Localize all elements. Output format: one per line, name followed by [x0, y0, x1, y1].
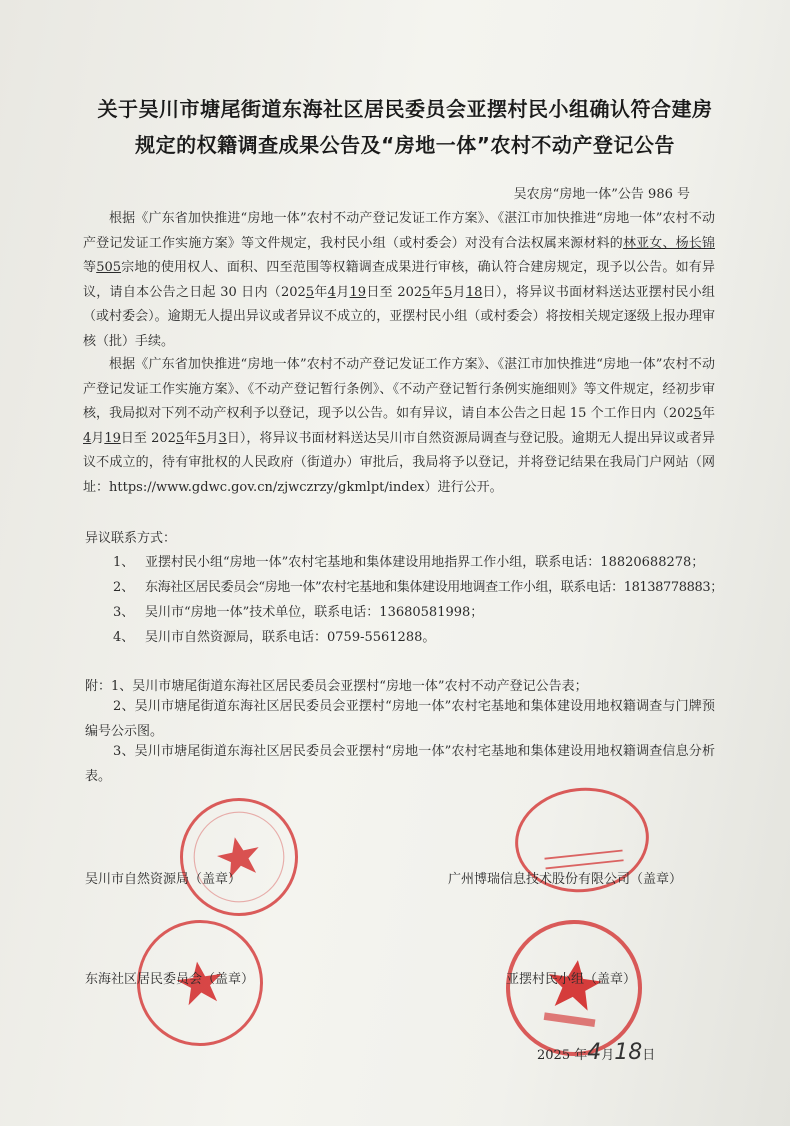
para1-day-2: 18	[465, 284, 483, 300]
date-year: 2025 年	[537, 1048, 588, 1063]
para1-count: 505	[96, 260, 122, 275]
contact-item-1-num: 1、	[113, 555, 135, 570]
para2-day-2: 3	[218, 430, 227, 446]
date-day-handwritten: 18	[614, 1040, 643, 1065]
para2-year-2: 5	[175, 430, 185, 446]
signature-community-committee: 东海社区居民委员会（盖章）	[85, 972, 255, 987]
para1-text-b: 等	[83, 260, 97, 275]
para1-month-1: 4	[327, 284, 336, 300]
para2-sep-4: 年	[184, 430, 198, 446]
contact-item-3: 吴川市“房地一体”技术单位，联系电话：13680581998；	[145, 605, 484, 620]
date-month-sep: 月	[601, 1048, 615, 1063]
para2-month-1: 4	[83, 430, 92, 446]
attachment-3: 3、吴川市塘尾街道东海社区居民委员会亚摆村“房地一体”农村宅基地和集体建设用地权籍调查信息分析表。	[85, 744, 715, 784]
para1-text-c: 宗地的使用权人、面积、四至范围等权籍调查成果进行审核，确认符合建房规定，现予以公告。如有异议，请自本公告之日起 30 日内（202	[83, 260, 715, 300]
title-line-2: 规定的权籍调查成果公告及“房地一体”农村不动产登记公告	[135, 133, 675, 157]
contact-item-3-num: 3、	[113, 605, 135, 620]
contact-heading: 异议联系方式：	[85, 531, 177, 546]
paragraph-2	[83, 353, 715, 500]
para1-day-1: 19	[349, 284, 367, 300]
para2-sep-5: 月	[205, 430, 219, 446]
attachment-1: 附：1、吴川市塘尾街道东海社区居民委员会亚摆村“房地一体”农村不动产登记公告表；	[85, 679, 588, 694]
contact-item-2-num: 2、	[113, 580, 135, 595]
para2-text-a: 根据《广东省加快推进“房地一体”农村不动产登记发证工作方案》、《湛江市加快推进“房地一体”农村不动产登记发证工作实施方案》、《不动产登记暂行条例》、《不动产登记暂行条例实施细则》等文件规定，经初步审核，我局拟对下列不动产权利予以登记，现予以公告。如有异议，请自本公告之日起 15 个工作日内（202	[83, 357, 715, 421]
para1-month-2: 5	[443, 284, 453, 300]
contact-item-1: 亚摆村民小组“房地一体”农村宅基地和集体建设用地指界工作小组，联系电话：18820688278；	[145, 555, 705, 570]
para1-sep-2: 月	[335, 284, 350, 300]
attachment-2: 2、吴川市塘尾街道东海社区居民委员会亚摆村“房地一体”农村宅基地和集体建设用地权籍调查与门牌预编号公示图。	[85, 699, 715, 739]
para2-sep-1: 年	[701, 406, 715, 421]
reference-number: 吴农房“房地一体”公告 986 号	[513, 187, 690, 202]
para1-sep-3: 日至 202	[366, 284, 423, 300]
para1-text-e: 日），将异议书面材料送达亚摆村民小组（或村委会）。逾期无人提出异议或者异议不成立的，亚摆村民小组（或村委会）将按相关规定逐级上报办理审核（批）手续。	[83, 284, 715, 349]
signature-company: 广州博瑞信息技术股份有限公司（盖章）	[448, 872, 683, 887]
para2-text-e: 日），将异议书面材料送达吴川市自然资源局调查与登记股。逾期无人提出异议或者异议不成立的，待有审批权的人民政府（街道办）审批后，我局将予以登记，并将登记结果在我局门户网站（网址：https://www.gdwc.gov.cn/zjwczrzy/gkmlpt/index）进行公开。	[83, 430, 715, 495]
para2-month-2: 5	[197, 430, 206, 446]
date	[537, 1040, 655, 1065]
contact-item-4: 吴川市自然资源局，联系电话：0759-5561288。	[145, 630, 436, 645]
signature-natural-resources-bureau: 吴川市自然资源局（盖章）	[85, 872, 242, 887]
paragraph-1	[83, 207, 715, 354]
date-day-suffix: 日	[642, 1048, 656, 1063]
para2-sep-3: 日至 202	[120, 430, 176, 446]
para1-year-1: 5	[305, 284, 315, 300]
para2-day-1: 19	[104, 430, 121, 446]
para1-text-a: 根据《广东省加快推进“房地一体”农村不动产登记发证工作方案》、《湛江市加快推进“房地一体”农村不动产登记发证工作实施方案》等文件规定，我村民小组（或村委会）对没有合法权属来源材料的	[83, 211, 715, 251]
para1-sep-4: 年	[430, 284, 444, 300]
contact-item-4-num: 4、	[113, 630, 135, 645]
para1-year-2: 5	[422, 284, 431, 300]
para1-sep-5: 月	[452, 284, 466, 300]
natural-resources-bureau-seal	[169, 787, 309, 927]
para1-names: 林亚女、杨长锦	[622, 235, 715, 251]
contact-item-2: 东海社区居民委员会“房地一体”农村宅基地和集体建设用地调查工作小组，联系电话：18138778883；	[145, 580, 723, 595]
date-month-handwritten: 4	[587, 1040, 602, 1065]
title-line-1: 关于吴川市塘尾街道东海社区居民委员会亚摆村民小组确认符合建房	[97, 97, 713, 121]
signature-village-group: 亚摆村民小组（盖章）	[506, 972, 637, 987]
para1-sep-1: 年	[314, 284, 328, 300]
para2-sep-2: 月	[91, 430, 105, 446]
para2-year-1: 5	[693, 406, 702, 421]
